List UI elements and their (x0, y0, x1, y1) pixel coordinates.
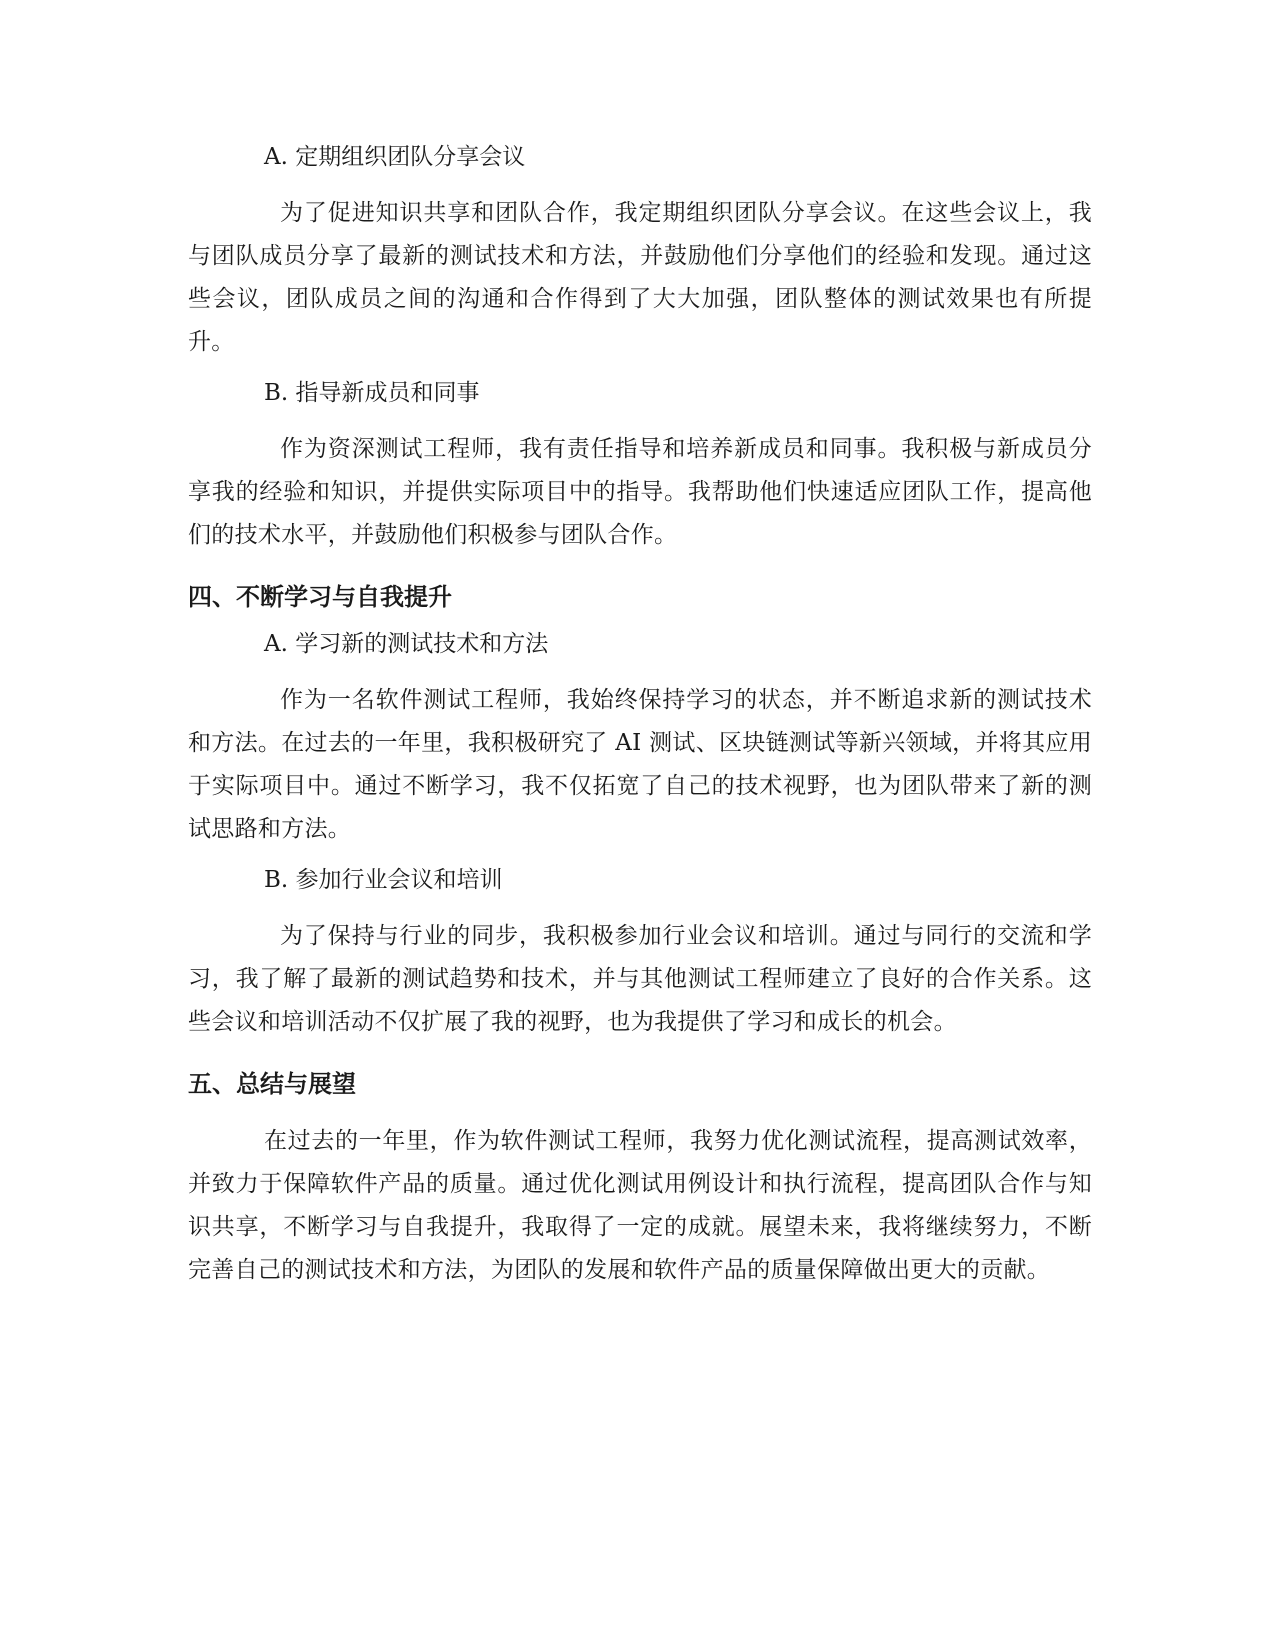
paragraph-conferences: 为了保持与行业的同步，我积极参加行业会议和培训。通过与同行的交流和学习，我了解了最新的测试趋势和技术，并与其他测试工程师建立了良好的合作关系。这些会议和培训活动不仅扩展了我的视野，也为我提供了学习和成长的机会。 (188, 923, 1092, 1035)
document-body (188, 140, 1092, 1292)
section-heading-learning: 四、不断学习与自我提升 (188, 583, 452, 611)
subsection-title-team-sharing: A. 定期组织团队分享会议 (264, 144, 526, 170)
paragraph-summary: 在过去的一年里，作为软件测试工程师，我努力优化测试流程，提高测试效率，并致力于保障软件产品的质量。通过优化测试用例设计和执行流程，提高团队合作与知识共享，不断学习与自我提升，我取得了一定的成就。展望未来，我将继续努力，不断完善自己的测试技术和方法，为团队的发展和软件产品的质量保障做出更大的贡献。 (188, 1128, 1092, 1283)
subsection-title-new-techniques: A. 学习新的测试技术和方法 (264, 631, 549, 657)
paragraph-team-sharing: 为了促进知识共享和团队合作，我定期组织团队分享会议。在这些会议上，我与团队成员分享了最新的测试技术和方法，并鼓励他们分享他们的经验和发现。通过这些会议，团队成员之间的沟通和合作得到了大大加强，团队整体的测试效果也有所提升。 (188, 200, 1092, 355)
subsection-title-mentoring: B. 指导新成员和同事 (264, 380, 480, 406)
section-heading-summary: 五、总结与展望 (188, 1070, 356, 1098)
subsection-title-conferences: B. 参加行业会议和培训 (264, 867, 503, 893)
paragraph-mentoring: 作为资深测试工程师，我有责任指导和培养新成员和同事。我积极与新成员分享我的经验和知识，并提供实际项目中的指导。我帮助他们快速适应团队工作，提高他们的技术水平，并鼓励他们积极参与团队合作。 (188, 436, 1092, 548)
paragraph-new-techniques: 作为一名软件测试工程师，我始终保持学习的状态，并不断追求新的测试技术和方法。在过去的一年里，我积极研究了 AI 测试、区块链测试等新兴领域，并将其应用于实际项目中。通过不断学习，我不仅拓宽了自己的技术视野，也为团队带来了新的测试思路和方法。 (188, 687, 1092, 842)
